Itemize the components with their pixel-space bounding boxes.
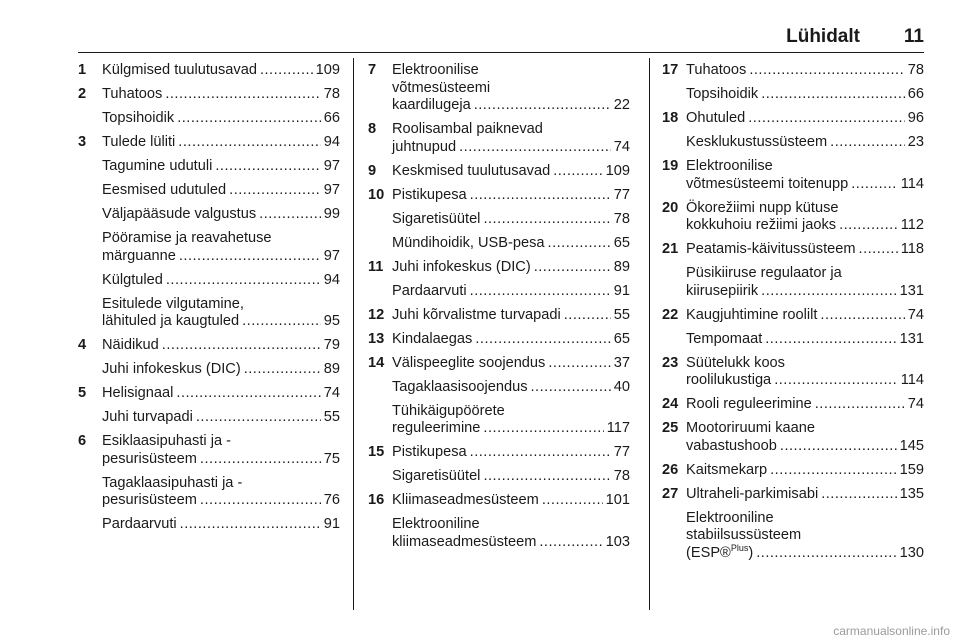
entry-label: Sigaretisüütel [392, 210, 481, 227]
dot-leader [780, 438, 897, 456]
entry-label: Tagumine udutuli [102, 158, 213, 174]
entry-label: Mündihoidik, USB-pesa [392, 234, 545, 251]
page-reference[interactable]: 74 [323, 385, 340, 401]
page-reference[interactable]: 130 [899, 544, 924, 561]
entry-label: Helisignaal [102, 385, 174, 401]
dot-leader [162, 337, 321, 355]
page-reference[interactable]: 114 [900, 175, 924, 192]
entry-text-line: Elektrooniline [392, 516, 480, 532]
index-entry [662, 331, 924, 349]
entry-label: Kindalaegas [392, 330, 473, 347]
entry-label: Keskmised tuulutusavad [392, 162, 551, 179]
page-reference[interactable]: 78 [323, 86, 340, 102]
page-reference[interactable]: 74 [907, 306, 924, 323]
dot-leader [166, 272, 321, 290]
dot-leader [531, 379, 611, 397]
entry-label: märguanne [102, 247, 176, 264]
entry-label: lähituled ja kaugtuled [102, 313, 240, 329]
index-entry [368, 121, 630, 156]
index-entry [662, 510, 924, 563]
entry-label: Sigaretisüütel [392, 468, 481, 484]
index-entry [78, 433, 340, 468]
index-entry [368, 468, 630, 486]
index-entry [78, 62, 340, 80]
page-reference[interactable]: 74 [613, 138, 630, 155]
index-entry [78, 182, 340, 200]
entry-label: Juhi infokeskus (DIC) [392, 258, 531, 275]
entry-label: (ESP®$^{Plus}$) [686, 542, 754, 561]
dot-leader [200, 492, 321, 510]
page-reference[interactable]: 22 [613, 97, 630, 113]
index-entry [78, 230, 340, 265]
entry-label: Tagaklaasisoojendus [392, 378, 528, 395]
dot-leader [459, 139, 611, 157]
page-reference[interactable]: 65 [613, 234, 630, 251]
dot-leader [859, 241, 898, 259]
dot-leader [749, 62, 904, 80]
index-entry [78, 272, 340, 290]
index-entry [662, 396, 924, 414]
entry-number: 6 [78, 433, 87, 449]
page-reference[interactable]: 94 [323, 271, 340, 288]
page-reference[interactable]: 96 [907, 110, 924, 126]
entry-text-line: Mootoriruumi kaane [686, 420, 815, 436]
entry-label: pesurisüsteem [102, 492, 197, 508]
page-reference[interactable]: 55 [613, 306, 630, 323]
page-reference[interactable]: 103 [605, 533, 630, 550]
index-entry [78, 134, 340, 152]
entry-number: 4 [78, 337, 87, 353]
index-entry [78, 206, 340, 224]
entry-label: kliimaseadmesüsteem [392, 533, 537, 550]
entry-number: 8 [368, 121, 377, 137]
entry-number: 23 [662, 354, 679, 371]
page-reference[interactable]: 101 [605, 492, 630, 508]
entry-label: Pardaarvuti [392, 282, 467, 299]
index-entry [662, 486, 924, 504]
page-reference[interactable]: 117 [606, 420, 630, 436]
index-entry [368, 492, 630, 510]
entry-label: Juhi infokeskus (DIC) [102, 361, 241, 377]
entry-text-line: Tagaklaasipuhasti ja - [102, 474, 243, 491]
page-reference[interactable]: 77 [613, 444, 630, 460]
dot-leader [761, 86, 905, 104]
page-reference[interactable]: 89 [613, 258, 630, 275]
index-entry [662, 110, 924, 128]
page-title: Lühidalt [786, 26, 860, 47]
page-reference[interactable]: 99 [323, 206, 340, 222]
entry-label: Kesklukustussüsteem [686, 134, 828, 150]
page-reference[interactable]: 145 [899, 437, 924, 454]
entry-text-line: Elektroonilise [686, 158, 773, 174]
entry-label: Külgmised tuulutusavad [102, 62, 257, 78]
index-entry [368, 379, 630, 397]
page-reference[interactable]: 55 [323, 409, 340, 425]
entry-label: reguleerimine [392, 420, 481, 436]
entry-text-line: Esitulede vilgutamine, [102, 295, 244, 312]
entry-label: Rooli reguleerimine [686, 396, 812, 412]
entry-label: Pistikupesa [392, 186, 467, 203]
page-reference[interactable]: 97 [323, 158, 340, 174]
entry-label: Ultraheli-parkimisabi [686, 485, 819, 502]
entry-number: 21 [662, 241, 679, 257]
dot-leader [820, 307, 904, 325]
index-entry [368, 187, 630, 205]
entry-text-line: Ökorežiimi nupp kütuse [686, 199, 839, 216]
entry-text-line: Elektroonilise [392, 62, 479, 78]
index-entry [662, 420, 924, 455]
page-reference[interactable]: 112 [900, 217, 924, 233]
entry-text-line: stabiilsussüsteem [686, 527, 802, 543]
dot-leader [179, 248, 321, 266]
entry-label: Tuhatoos [102, 86, 163, 102]
page-reference[interactable]: 131 [899, 282, 924, 299]
dot-leader [176, 385, 320, 403]
index-column-2 [368, 62, 630, 558]
index-entry [368, 235, 630, 253]
entry-number: 13 [368, 330, 385, 347]
entry-text-line: Püsikiiruse regulaator ja [686, 265, 842, 281]
entry-label: Topsihoidik [686, 86, 759, 102]
dot-leader [830, 134, 905, 152]
dot-leader [177, 110, 321, 128]
dot-leader [215, 158, 320, 176]
entry-label: Külgtuled [102, 271, 163, 288]
page-reference[interactable]: 37 [613, 354, 630, 371]
dot-leader [774, 372, 898, 390]
index-entry [368, 516, 630, 551]
index-entry [78, 516, 340, 534]
entry-number: 15 [368, 444, 385, 460]
index-entry [78, 337, 340, 355]
entry-label: Tempomaat [686, 330, 763, 347]
entry-label: Kliimaseadmesüsteem [392, 492, 539, 508]
entry-label: Juhi turvapadi [102, 409, 193, 425]
entry-label: Näidikud [102, 337, 159, 353]
column-divider [649, 58, 650, 610]
entry-label: kaardilugeja [392, 97, 471, 113]
dot-leader [548, 355, 610, 373]
dot-leader [474, 97, 611, 115]
entry-text-line: Tühikäigupöörete [392, 402, 505, 419]
index-entry [662, 158, 924, 193]
watermark: carmanualsonline.info [833, 624, 950, 638]
entry-number: 7 [368, 62, 377, 78]
entry-label: Ohutuled [686, 110, 746, 126]
index-entry [662, 86, 924, 104]
entry-label: kiirusepiirik [686, 282, 759, 299]
index-entry [368, 355, 630, 373]
page-reference[interactable]: 75 [323, 450, 340, 467]
column-divider [353, 58, 354, 610]
index-entry [662, 307, 924, 325]
page-reference[interactable]: 76 [323, 492, 340, 508]
entry-text-line: Süütelukk koos [686, 354, 785, 371]
entry-label: juhtnupud [392, 138, 457, 155]
index-column-3 [662, 62, 924, 569]
index-entry [368, 259, 630, 277]
index-entry [78, 385, 340, 403]
entry-number: 12 [368, 306, 385, 323]
index-entry [368, 444, 630, 462]
index-entry [78, 158, 340, 176]
page-reference[interactable]: 40 [613, 378, 630, 395]
index-entry [662, 241, 924, 259]
entry-label: võtmesüsteemi toitenupp [686, 175, 849, 192]
entry-number: 9 [368, 162, 377, 179]
index-column-1 [78, 62, 340, 540]
entry-number: 20 [662, 199, 679, 216]
entry-number: 3 [78, 134, 87, 150]
entry-number: 22 [662, 306, 679, 323]
dot-leader [564, 307, 611, 325]
index-entry [662, 355, 924, 390]
dot-leader [770, 462, 897, 480]
entry-label: Topsihoidik [102, 110, 175, 126]
page-reference[interactable]: 65 [613, 330, 630, 347]
entry-label: roolilukustiga [686, 372, 772, 388]
dot-leader [748, 110, 905, 128]
page-reference[interactable]: 66 [323, 110, 340, 126]
page-reference[interactable]: 97 [323, 247, 340, 264]
dot-leader [483, 211, 610, 229]
entry-label: vabastushoob [686, 437, 777, 454]
entry-label: Kaugjuhtimine roolilt [686, 306, 818, 323]
entry-label: Eesmised udutuled [102, 182, 227, 198]
index-entry [78, 409, 340, 427]
entry-label: Kaitsmekarp [686, 461, 768, 478]
page-reference[interactable]: 77 [613, 186, 630, 203]
entry-text-line: Esiklaasipuhasti ja - [102, 433, 231, 449]
entry-number: 1 [78, 62, 87, 78]
page-reference[interactable]: 78 [907, 62, 924, 78]
dot-leader [765, 331, 896, 349]
page-reference[interactable]: 91 [613, 282, 630, 299]
page-reference[interactable]: 114 [900, 372, 924, 388]
index-entry [662, 62, 924, 80]
index-entry [368, 307, 630, 325]
index-entry [78, 361, 340, 379]
page-reference[interactable]: 23 [907, 134, 924, 150]
index-entry [662, 265, 924, 300]
entry-label: kokkuhoiu režiimi jaoks [686, 217, 837, 233]
dot-leader [470, 187, 611, 205]
page-reference[interactable]: 109 [605, 162, 630, 179]
index-entry [368, 331, 630, 349]
entry-number: 26 [662, 461, 679, 478]
page-reference[interactable]: 78 [613, 468, 630, 484]
dot-leader [553, 163, 602, 181]
dot-leader [539, 534, 602, 552]
entry-text-line: Pööramise ja reavahetuse [102, 230, 272, 246]
page-reference[interactable]: 66 [907, 86, 924, 102]
dot-leader [851, 176, 897, 194]
page-number: 11 [903, 26, 924, 47]
page-reference[interactable]: 78 [613, 210, 630, 227]
page-reference[interactable]: 135 [899, 485, 924, 502]
index-entry [368, 211, 630, 229]
dot-leader [229, 182, 321, 200]
index-entry [78, 296, 340, 331]
dot-leader [180, 516, 321, 534]
entry-number: 10 [368, 186, 385, 203]
dot-leader [178, 134, 320, 152]
dot-leader [475, 331, 610, 349]
dot-leader [259, 206, 321, 224]
entry-number: 27 [662, 485, 679, 502]
dot-leader [542, 492, 603, 510]
dot-leader [483, 468, 610, 486]
entry-number: 5 [78, 385, 87, 401]
page-header [78, 26, 924, 53]
page-reference[interactable]: 79 [323, 337, 340, 353]
entry-label: Välispeeglite soojendus [392, 354, 546, 371]
entry-number: 24 [662, 396, 679, 412]
dot-leader [839, 217, 898, 235]
entry-text-line: Elektrooniline [686, 509, 774, 526]
index-entry [662, 200, 924, 235]
entry-text-line: võtmesüsteemi [392, 79, 491, 96]
index-entry [662, 134, 924, 152]
dot-leader [260, 62, 313, 80]
index-entry [368, 163, 630, 181]
dot-leader [470, 444, 611, 462]
dot-leader [761, 283, 896, 301]
superscript: Plus [730, 542, 749, 553]
dot-leader [821, 486, 896, 504]
index-entry [78, 110, 340, 128]
entry-label: Tuhatoos [686, 62, 747, 78]
entry-label: Peatamis-käivitussüsteem [686, 241, 856, 257]
dot-leader [756, 545, 896, 563]
dot-leader [470, 283, 611, 301]
dot-leader [200, 451, 321, 469]
dot-leader [534, 259, 611, 277]
dot-leader [483, 420, 603, 438]
page-reference[interactable]: 74 [907, 396, 924, 412]
page-reference[interactable]: 118 [900, 241, 924, 257]
entry-label: Pistikupesa [392, 444, 467, 460]
entry-number: 2 [78, 86, 87, 102]
entry-label: Tulede lüliti [102, 134, 176, 150]
page-reference[interactable]: 91 [323, 516, 340, 532]
page-reference[interactable]: 131 [899, 330, 924, 347]
page-reference[interactable]: 109 [315, 62, 340, 78]
entry-number: 17 [662, 62, 679, 78]
entry-label: pesurisüsteem [102, 450, 197, 467]
dot-leader [196, 409, 321, 427]
index-entry [368, 62, 630, 115]
index-entry [368, 403, 630, 438]
entry-number: 11 [368, 258, 384, 275]
entry-number: 16 [368, 492, 385, 508]
entry-label: Pardaarvuti [102, 516, 177, 532]
index-entry [368, 283, 630, 301]
entry-text-line: Roolisambal paiknevad [392, 121, 543, 137]
index-entry [78, 86, 340, 104]
entry-number: 18 [662, 110, 679, 126]
page-reference[interactable]: 159 [899, 461, 924, 478]
page-reference[interactable]: 94 [323, 134, 340, 150]
dot-leader [244, 361, 321, 379]
entry-label: Juhi kõrvalistme turvapadi [392, 306, 561, 323]
dot-leader [242, 313, 321, 331]
page-reference[interactable]: 97 [323, 182, 340, 198]
dot-leader [815, 396, 905, 414]
dot-leader [548, 235, 611, 253]
entry-label: Väljapääsude valgustus [102, 206, 257, 222]
entry-number: 19 [662, 158, 679, 174]
index-entry [662, 462, 924, 480]
entry-number: 25 [662, 420, 679, 436]
dot-leader [165, 86, 320, 104]
index-entry [78, 475, 340, 510]
page-reference[interactable]: 89 [323, 361, 340, 377]
entry-number: 14 [368, 354, 385, 371]
page-reference[interactable]: 95 [323, 313, 340, 329]
